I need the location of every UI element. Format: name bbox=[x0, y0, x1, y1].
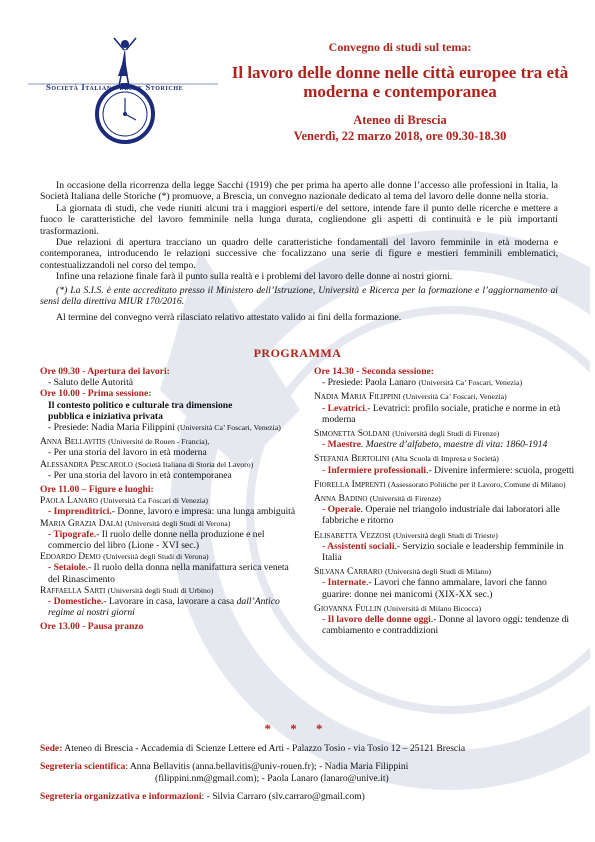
scientific-label: Segreteria scientifica bbox=[40, 760, 126, 772]
footer-sede bbox=[40, 743, 570, 756]
speaker-name: Elisabetta Vezzosi bbox=[314, 529, 391, 541]
talk-title: .- Divenire infermiere: scuola, progetti bbox=[426, 464, 575, 476]
event-title: Il lavoro delle donne nelle città europee tra età moderna e contemporanea bbox=[231, 63, 569, 101]
speaker-name: Paola Lanaro bbox=[40, 495, 98, 507]
talk-title: - Donne, lavoro e impresa: una lunga ambiguità bbox=[111, 506, 296, 518]
speaker-name: Anna Bellavitis bbox=[40, 436, 106, 448]
header-intro: Convegno di studi sul tema: bbox=[328, 40, 472, 54]
intro-paragraph: Infine una relazione finale farà il punto sulla realtà e i problemi del lavoro delle donne ai nostri giorni. bbox=[56, 271, 453, 283]
speaker-name: Edoardo Demo bbox=[40, 551, 101, 563]
event-header bbox=[230, 40, 570, 144]
speaker-affiliation: (Alta Scuola di Impresa e Società) bbox=[391, 454, 499, 464]
talk-title-italic: dall’Antico regime ai nostri giorni bbox=[48, 596, 280, 619]
programma-left-column bbox=[40, 366, 300, 633]
footer-organization bbox=[40, 791, 570, 804]
speaker-affiliation: (Università di Milano Bicocca) bbox=[383, 603, 482, 613]
session-heading: Ore 10.00 - Prima sessione: bbox=[40, 388, 152, 400]
intro-text bbox=[40, 180, 558, 324]
footer-info bbox=[40, 743, 570, 808]
talk-title: - Il ruolo delle donne nella produzione e nel commercio del libro (Lione - XVI sec.) bbox=[48, 528, 265, 552]
intro-paragraph: La giornata di studi, che vede riuniti alcuni tra i maggiori esperti/e del settore, intende fare il punto delle ricerche e mettere a fuoco le caratteristiche del lavoro femminile nella lunga durata, cogliendone gli aspetti di continuità e le più importanti trasformazioni. bbox=[40, 202, 558, 237]
session-chair bbox=[40, 422, 300, 433]
speaker-affiliation: (Università degli Studi di Verona) bbox=[124, 518, 231, 528]
chair-affiliation: (Università Ca’ Foscari, Venezia) bbox=[418, 378, 523, 388]
talk-keyword: - Imprenditrici. bbox=[48, 506, 112, 518]
speaker bbox=[40, 551, 300, 562]
talk-keyword: - Tipografe. bbox=[48, 528, 97, 540]
logo-emblem bbox=[18, 34, 228, 164]
talk-keyword: - Il lavoro delle donne oggi bbox=[322, 614, 431, 626]
session-heading: Ore 09.30 - Apertura dei lavori: bbox=[40, 366, 170, 377]
intro-certificate: Al termine del convegno verrà rilasciato relativo attestato valido ai fini della formazione. bbox=[56, 312, 402, 324]
talk-title: - Lavorare in casa, lavorare a casa bbox=[103, 596, 235, 608]
speaker-name: Raffaella Sarti bbox=[40, 584, 106, 596]
speaker-affiliation: (Università Ca Foscari di Venezia) bbox=[100, 496, 209, 506]
talk-keyword: - Internate bbox=[322, 577, 366, 589]
speaker bbox=[40, 495, 300, 506]
programma-title: PROGRAMMA bbox=[253, 346, 342, 360]
talk-title: .- Lavori che fanno ammalare, lavori che fanno guarire: donne nei manicomi (XIX-XX sec.) bbox=[322, 577, 547, 600]
session-heading: Ore 14.30 - Seconda sessione: bbox=[314, 366, 435, 377]
talk-title: .- Levatrici: profilo sociale, pratiche e norme in età moderna bbox=[322, 402, 561, 425]
speaker-affiliation: (Université de Rouen - Francia), bbox=[108, 437, 210, 447]
speaker-affiliation: (Università di Firenze) bbox=[369, 494, 441, 504]
speaker bbox=[40, 518, 300, 529]
speaker-affiliation: (Università degli Studi di Firenze) bbox=[392, 429, 500, 439]
programma-right-column bbox=[314, 366, 576, 636]
event-venue: Ateneo di Brescia bbox=[353, 113, 447, 127]
talk-title: - Il ruolo della donna nella manifattura serica veneta del Rinascimento bbox=[48, 562, 289, 585]
speaker-name: Giovanna Fullin bbox=[314, 602, 382, 614]
footer-scientific bbox=[40, 761, 570, 774]
speaker-name: Stefania Bertolini bbox=[314, 453, 390, 465]
speaker-affiliation: (Università degli Studi di Trieste) bbox=[393, 530, 498, 540]
talk-title: - Per una storia del lavoro in età contemporanea bbox=[48, 469, 232, 481]
section-divider-stars: * * * bbox=[264, 721, 331, 736]
scientific-contacts: (filippini.nm@gmail.com); - Paola Lanaro (lanaro@unive.it) bbox=[155, 773, 389, 784]
organization-text: : - Silvia Carraro (slv.carraro@gmail.com) bbox=[201, 790, 365, 802]
logo-text: Società Italiana delle Storiche bbox=[46, 82, 184, 92]
speaker-affiliation: (Università degli Studi di Urbino) bbox=[107, 585, 214, 595]
talk-keyword: - Maestre bbox=[322, 439, 361, 451]
intro-paragraph: In occasione della ricorrenza della legge Sacchi (1919) che per prima ha aperto alle donne l’accesso alle professioni in Italia, la Società Italiana delle Storiche (*) promuove, a Brescia, un convegno nazionale dedicato al tema del lavoro delle donne nella storia. bbox=[40, 180, 558, 203]
session-heading: Ore 11.00 – Figure e luoghi: bbox=[40, 484, 154, 496]
speaker bbox=[40, 436, 300, 447]
talk-title: .- Servizio sociale e leadership femminile in Italia bbox=[322, 540, 564, 564]
talk-title: . Operaie nel triangolo industriale dai laboratori alle fabbriche e ritorno bbox=[322, 504, 560, 527]
talk-title: - Per una storia del lavoro in età moderna bbox=[48, 447, 207, 459]
speaker-name: Nadia Maria Filippini bbox=[314, 391, 401, 403]
speaker bbox=[40, 585, 300, 596]
speaker-name: Maria Grazia Dalai bbox=[40, 517, 123, 529]
talk-keyword: - Domestiche. bbox=[48, 596, 104, 608]
sede-text: Ateneo di Brescia - Accademia di Scienze Lettere ed Arti - Palazzo Tosio - via Tosio 12 – 25121 Brescia bbox=[64, 743, 466, 754]
talk-keyword: - Setaiole. bbox=[48, 562, 88, 574]
speaker-affiliation: (Università degli Studi di Verona) bbox=[103, 552, 209, 562]
speaker-name: Silvana Carraro bbox=[314, 566, 383, 578]
talk-keyword: - Operaie bbox=[322, 504, 361, 516]
event-date: Venerdì, 22 marzo 2018, ore 09.30-18.30 bbox=[293, 129, 507, 143]
talk-title: . Maestre d’alfabeto, maestre di vita: 1860-1914 bbox=[360, 439, 548, 451]
speaker-affiliation: (Società Italiana di Storia del Lavoro) bbox=[135, 459, 254, 469]
speaker-name: Anna Badino bbox=[314, 493, 368, 505]
chair-name: - Presiede: Nadia Maria Filippini bbox=[48, 422, 175, 434]
speaker-affiliation: (Assessorato Politiche per il Lavoro, Comune di Milano) bbox=[388, 479, 566, 489]
speaker-name: Simonetta Soldani bbox=[314, 428, 390, 440]
scientific-text: : Anna Bellavitis (anna.bellavitis@univ-rouen.fr); - Nadia Maria Filippini bbox=[125, 760, 409, 772]
chair-name: - Presiede: Paola Lanaro bbox=[322, 377, 417, 389]
organization-label: Segreteria organizzativa e informazioni bbox=[40, 790, 202, 802]
session-heading: Ore 13.00 - Pausa pranzo bbox=[40, 621, 144, 633]
talk-keyword: - Assistenti sociali bbox=[322, 540, 395, 552]
talk-keyword: - Infermiere professionali bbox=[322, 464, 427, 476]
program-item: - Saluto delle Autorità bbox=[48, 377, 133, 389]
intro-paragraph: Due relazioni di apertura tracciano un quadro delle caratteristiche fondamentali del lavoro femminile in età moderna e contemporanea, introducendo le relazioni successive che focalizzano una serie di figure e mestieri femminili emblematici, contestualizzandoli nel corso del tempo. bbox=[40, 237, 558, 271]
sede-label: Sede: bbox=[40, 743, 63, 754]
session-theme: Il contesto politico e culturale tra dimensione pubblica e iniziativa privata bbox=[48, 399, 233, 422]
speaker-name: Alessandra Pescarolo bbox=[40, 458, 133, 470]
speaker-affiliation: (Università Ca’ Foscari, Venezia) bbox=[403, 392, 507, 402]
chair-affiliation: (Università Ca’ Foscari, Venezia) bbox=[177, 423, 281, 433]
speaker bbox=[40, 459, 300, 470]
talk-title: .- Donne al lavoro oggi: tendenze di cambiamento e contraddizioni bbox=[322, 614, 570, 637]
talk-keyword: - Levatrici bbox=[322, 402, 365, 414]
speaker-affiliation: (Università degli Studi di Milano) bbox=[385, 567, 492, 577]
speaker-name: Fiorella Imprenti bbox=[314, 478, 386, 490]
intro-note: (*) La S.I.S. è ente accreditato presso il Ministero dell’Istruzione, Università e Ricerca per la formazione e l’aggiornamento ai sensi della direttiva MIUR 170/2016. bbox=[40, 284, 558, 308]
